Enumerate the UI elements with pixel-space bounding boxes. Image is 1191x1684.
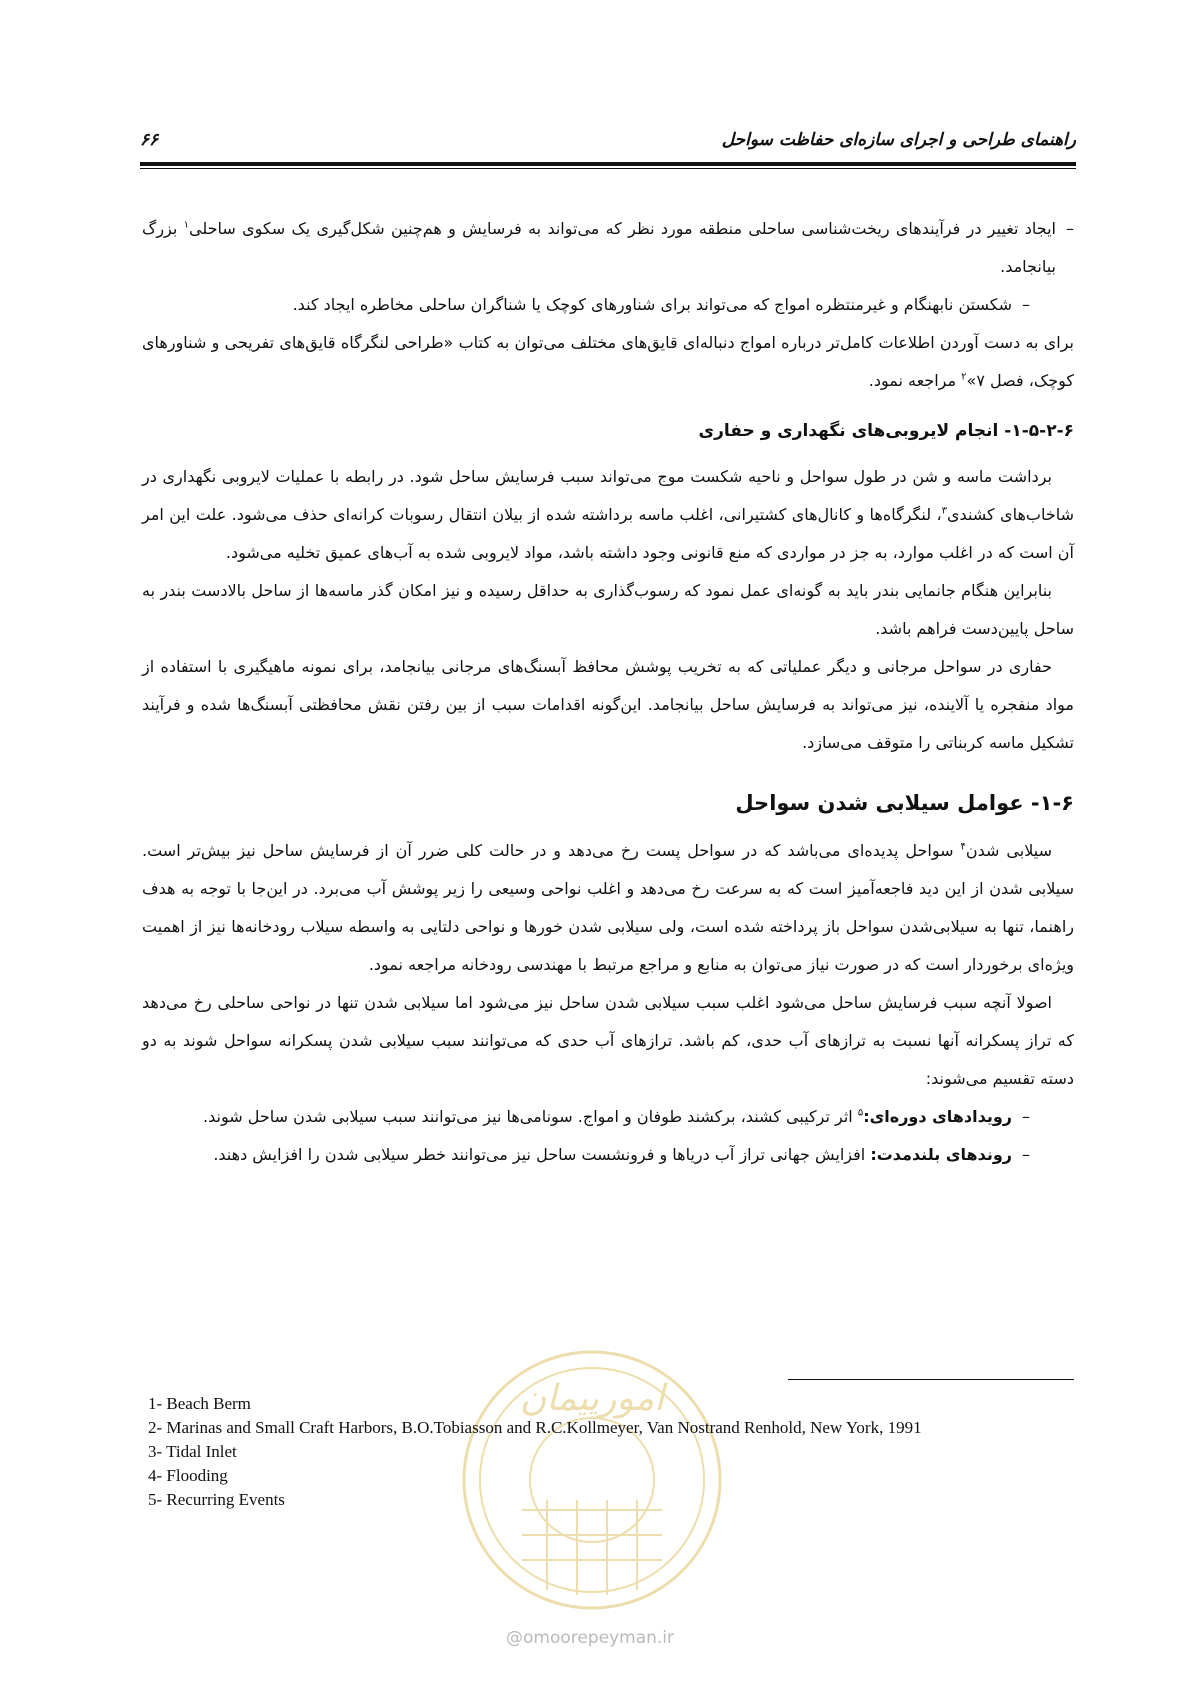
bullet-item (142, 1098, 1074, 1136)
header-title: راهنمای طراحی و اجرای سازه‌ای حفاظت سواحل (721, 130, 1076, 150)
footnote-ref: ۲ (961, 371, 967, 383)
paragraph-text: سواحل پدیده‌ای می‌باشد که در سواحل پست رخ می‌دهد و در حالت کلی ضرر آن از فرسایش ساحل نیز بیش‌تر است. سیلابی شدن از این دید فاجعه‌آمیز است که به سرعت رخ می‌دهد و اغلب نواحی وسیعی را زیر پوشش آب می‌برد. در این‌جا با توجه به هدف راهنما، تنها به سیلابی‌شدن سواحل باز پرداخته شده است، ولی سیلابی شدن خورها و نواحی دلتایی به واسطه سیلاب رودخانه‌ها نیز از اهمیت ویژه‌ای برخوردار است که در صورت نیاز می‌توان به منابع و مراجع مرتبط با مهندسی رودخانه مراجعه نمود. (142, 841, 1074, 974)
bullet-text: افزایش جهانی تراز آب دریاها و فرونشست ساحل نیز می‌توانند خطر سیلابی شدن را افزایش دهند. (213, 1145, 871, 1164)
footnote-item: 2- Marinas and Small Craft Harbors, B.O.Tobiasson and R.C.Kollmeyer, Van Nostrand Renhold, New York, 1991 (148, 1418, 922, 1437)
footnote-item: 5- Recurring Events (148, 1490, 285, 1509)
main-content (142, 210, 1074, 1174)
watermark-logo-text: امورپیمان (519, 1378, 665, 1419)
section-heading: ۱-۵-۲-۶- انجام لایروبی‌های نگهداری و حفاری (698, 421, 1074, 441)
header-rule-thin (140, 168, 1076, 169)
footnote-ref: ۱ (183, 219, 190, 231)
footnote-ref: ۳ (941, 505, 948, 517)
paragraph (142, 832, 1074, 984)
footnote-item: 3- Tidal Inlet (148, 1442, 237, 1461)
section-heading: ۱-۶- عوامل سیلابی شدن سواحل (735, 791, 1074, 815)
bullet-item (142, 1136, 1074, 1174)
footnote-ref: ۴ (960, 841, 966, 853)
paragraph (142, 458, 1074, 572)
footnotes (148, 1392, 1078, 1512)
paragraph-text: برداشت ماسه و شن در طول سواحل و ناحیه شکست موج می‌تواند سبب فرسایش ساحل شود. در رابطه با عملیات لایروبی نگهداری در شاخاب‌های کشندی (142, 467, 1074, 524)
bullet-item (142, 286, 1074, 324)
page-number: ۶۶ (140, 130, 159, 150)
footnote-rule (788, 1379, 1074, 1380)
paragraph-text: ، لنگرگاه‌ها و کانال‌های کشتیرانی، اغلب ماسه برداشته شده از بیلان انتقال رسوبات کرانه‌ای حذف می‌شود. علت این امر آن است که در اغلب موارد، به جز در مواردی که منع قانونی وجود داشته باشد، مواد لایروبی شده به آب‌های عمیق تخلیه می‌شود. (142, 505, 1074, 562)
bullet-text: ایجاد تغییر در فرآیندهای ریخت‌شناسی ساحلی منطقه مورد نظر که می‌تواند به فرسایش و هم‌چنین شکل‌گیری یک سکوی ساحلی (189, 219, 1056, 238)
footnote-item: 1- Beach Berm (148, 1394, 251, 1413)
paragraph (142, 324, 1074, 400)
paragraph: اصولا آنچه سبب فرسایش ساحل می‌شود اغلب سبب سیلابی شدن ساحل نیز می‌شود اما سیلابی شدن تنها در نواحی ساحلی رخ می‌دهد که تراز پسکرانه آنها نسبت به ترازهای آب حدی، کم باشد. ترازهای آب حدی که می‌توانند سبب سیلابی شدن پسکرانه سواحل شوند به دو دسته تقسیم می‌شوند: (142, 993, 1074, 1088)
bullet-text: شکستن نابهنگام و غیرمنتظره امواج که می‌تواند برای شناورهای کوچک یا شناگران ساحلی مخاطره ایجاد کند. (292, 295, 1012, 314)
bullet-text: بزرگ بیانجامد. (142, 219, 1056, 276)
bullet-item (142, 210, 1074, 286)
paragraph: بنابراین هنگام جانمایی بندر باید به گونه‌ای عمل نمود که رسوب‌گذاری به حداقل رسیده و نیز امکان گذر ماسه‌ها از ساحل بالادست بندر به ساحل پایین‌دست فراهم باشد. (142, 581, 1074, 638)
watermark-site: @omoorepeyman.ir (505, 1628, 675, 1648)
paragraph-text: برای به دست آوردن اطلاعات کامل‌تر درباره امواج دنباله‌ای قایق‌های مختلف می‌توان به کتاب «طراحی لنگرگاه قایق‌های تفریحی و شناورهای کوچک، فصل ۷» (142, 333, 1074, 390)
running-header (140, 130, 1076, 154)
paragraph-text: مراجعه نمود. (868, 371, 962, 390)
paragraph-text: سیلابی شدن (965, 841, 1053, 860)
bullet-text: اثر ترکیبی کشند، برکشند طوفان و امواج. سونامی‌ها نیز می‌توانند سبب سیلابی شدن ساحل شوند. (203, 1107, 858, 1126)
bullet-label: روندهای بلندمدت: (870, 1145, 1012, 1164)
footnote-ref: ۵ (857, 1107, 864, 1119)
footnote-item: 4- Flooding (148, 1466, 228, 1485)
header-rule-thick (140, 162, 1076, 166)
paragraph: حفاری در سواحل مرجانی و دیگر عملیاتی که به تخریب پوشش محافظ آبسنگ‌های مرجانی بیانجامد، برای نمونه ماهیگیری با استفاده از مواد منفجره یا آلاینده، نیز می‌تواند به فرسایش ساحل بیانجامد. این‌گونه اقدامات سبب از بین رفتن نقش محافظتی آبسنگ‌ها شده و فرآیند تشکیل ماسه کربناتی را متوقف می‌سازد. (142, 657, 1074, 752)
bullet-label: رویدادهای دوره‌ای: (863, 1107, 1012, 1126)
